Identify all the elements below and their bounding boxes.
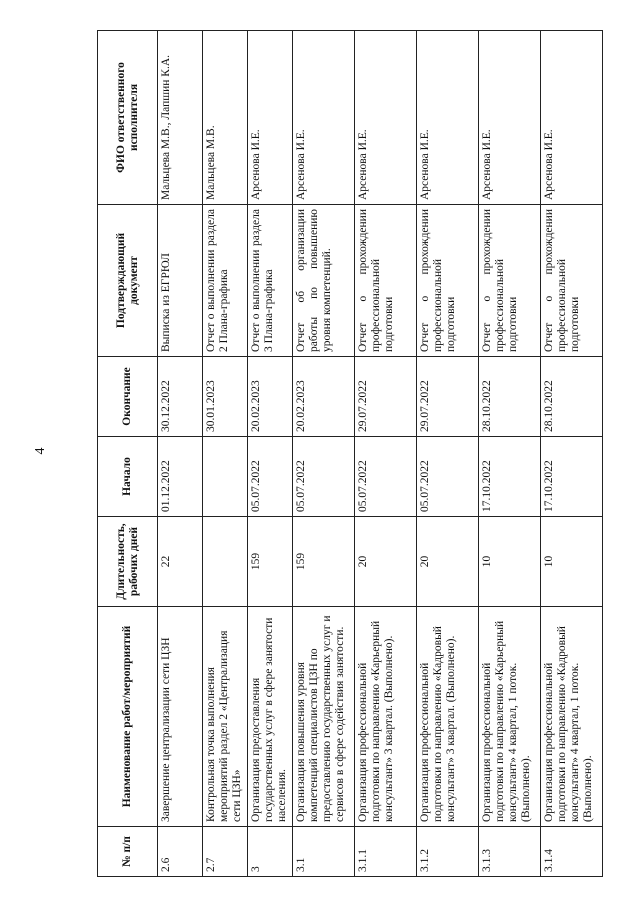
cell-duration: 10 — [479, 517, 541, 607]
cell-person: Арсенова И.Е. — [355, 31, 417, 205]
header-num: № п/п — [98, 827, 158, 877]
header-name: Наименование работ/мероприятий — [98, 607, 158, 827]
cell-person: Арсенова И.Е. — [479, 31, 541, 205]
cell-doc: Отчет о выполнении раздела 2 Плана-графика — [203, 205, 248, 357]
table-row — [203, 31, 248, 877]
rotated-table-wrapper — [97, 31, 594, 877]
cell-end: 29.07.2022 — [417, 357, 479, 437]
cell-start: 01.12.2022 — [158, 437, 203, 517]
cell-start: 17.10.2022 — [479, 437, 541, 517]
cell-end: 20.02.2023 — [293, 357, 355, 437]
cell-name: Организация повышения уровня компетенций специалистов ЦЗН по предоставлению государственных услуг и сервисов в сфере содействия занятости. — [293, 607, 355, 827]
table-row — [479, 31, 541, 877]
header-end: Окончание — [98, 357, 158, 437]
cell-duration: 10 — [541, 517, 603, 607]
cell-doc: Отчет о прохождении профессиональной подготовки — [355, 205, 417, 357]
cell-name: Организация профессиональной подготовки по направлению «Карьерный консультант» 4 квартал, 1 поток. (Выполнено). — [479, 607, 541, 827]
cell-end: 20.02.2023 — [248, 357, 293, 437]
cell-duration: 159 — [293, 517, 355, 607]
cell-end: 28.10.2022 — [479, 357, 541, 437]
cell-person: Мальцева М.В. — [203, 31, 248, 205]
cell-start: 17.10.2022 — [541, 437, 603, 517]
cell-duration: 20 — [417, 517, 479, 607]
cell-name: Завершение централизации сети ЦЗН — [158, 607, 203, 827]
cell-person: Арсенова И.Е. — [417, 31, 479, 205]
header-start: Начало — [98, 437, 158, 517]
header-duration: Длительность, рабочих дней — [98, 517, 158, 607]
cell-name: Контрольная точка выполнения мероприятий раздел 2 «Централизация сети ЦЗН» — [203, 607, 248, 827]
table-holder — [97, 31, 594, 877]
cell-start — [203, 437, 248, 517]
cell-num: 3.1.2 — [417, 827, 479, 877]
table-row — [248, 31, 293, 877]
page-number: 4 — [33, 447, 48, 455]
cell-name: Организация профессиональной подготовки по направлению «Карьерный консультант» 3 квартал. (Выполнено). — [355, 607, 417, 827]
cell-start: 05.07.2022 — [248, 437, 293, 517]
cell-start: 05.07.2022 — [293, 437, 355, 517]
cell-num: 3.1 — [293, 827, 355, 877]
table-row — [541, 31, 603, 877]
table-row — [158, 31, 203, 877]
cell-duration — [203, 517, 248, 607]
cell-num: 3.1.3 — [479, 827, 541, 877]
table-row — [417, 31, 479, 877]
header-person: ФИО ответственного исполнителя — [98, 31, 158, 205]
cell-start: 05.07.2022 — [417, 437, 479, 517]
cell-person: Арсенова И.Е. — [293, 31, 355, 205]
schedule-table — [97, 30, 603, 877]
cell-name: Организация предоставления государственных услуг в сфере занятости населения. — [248, 607, 293, 827]
cell-num: 2.7 — [203, 827, 248, 877]
cell-person: Арсенова И.Е. — [541, 31, 603, 205]
cell-end: 30.12.2022 — [158, 357, 203, 437]
cell-num: 3.1.1 — [355, 827, 417, 877]
cell-start: 05.07.2022 — [355, 437, 417, 517]
cell-end: 30.01.2023 — [203, 357, 248, 437]
cell-person: Арсенова И.Е. — [248, 31, 293, 205]
table-row — [293, 31, 355, 877]
header-doc: Подтверждающий документ — [98, 205, 158, 357]
table-row — [355, 31, 417, 877]
header-row — [98, 31, 158, 877]
cell-duration: 22 — [158, 517, 203, 607]
cell-doc: Отчет о прохождении профессиональной подготовки — [479, 205, 541, 357]
cell-name: Организация профессиональной подготовки по направлению «Кадровый консультант» 4 квартал, 1 поток. (Выполнено). — [541, 607, 603, 827]
cell-num: 3.1.4 — [541, 827, 603, 877]
cell-num: 2.6 — [158, 827, 203, 877]
cell-duration: 159 — [248, 517, 293, 607]
cell-num: 3 — [248, 827, 293, 877]
cell-doc: Отчет о прохождении профессиональной подготовки — [541, 205, 603, 357]
cell-doc: Отчет об организации работы по повышению уровня компетенций. — [293, 205, 355, 357]
cell-doc: Выписка из ЕГРЮЛ — [158, 205, 203, 357]
cell-doc: Отчет о прохождении профессиональной подготовки — [417, 205, 479, 357]
cell-name: Организация профессиональной подготовки по направлению «Кадровый консультант» 3 квартал. (Выполнено). — [417, 607, 479, 827]
cell-doc: Отчет о выполнении раздела 3 Плана-графика — [248, 205, 293, 357]
cell-person: Мальцева М.В., Лапшин К.А. — [158, 31, 203, 205]
cell-end: 28.10.2022 — [541, 357, 603, 437]
cell-end: 29.07.2022 — [355, 357, 417, 437]
cell-duration: 20 — [355, 517, 417, 607]
